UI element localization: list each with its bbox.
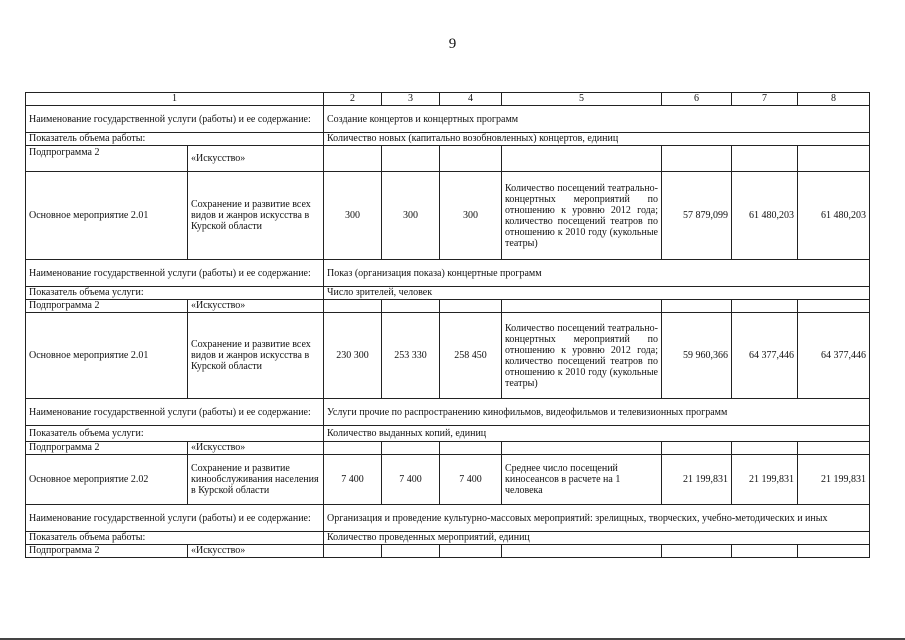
value-col-8: 64 377,446 (798, 313, 870, 399)
column-header-1: 1 (26, 93, 324, 106)
indicator-row (26, 532, 870, 545)
subprogram-row (26, 300, 870, 313)
column-header-8: 8 (798, 93, 870, 106)
subprogram-label: Подпрограмма 2 (26, 545, 188, 558)
value-col-3: 7 400 (382, 455, 440, 505)
service-name-row (26, 505, 870, 532)
activity-name: Основное мероприятие 2.02 (26, 455, 188, 505)
value-col-4: 300 (440, 172, 502, 260)
measure-text: Среднее число посещений киносеансов в расчете на 1 человека (502, 455, 662, 505)
value-col-2: 230 300 (324, 313, 382, 399)
value-col-8: 61 480,203 (798, 172, 870, 260)
column-header-5: 5 (502, 93, 662, 106)
activity-description: Сохранение и развитие кинообслуживания населения в Курской области (188, 455, 324, 505)
measure-text: Количество посещений театрально-концертных мероприятий по отношению к уровню 2012 года; количество посещений театров по отношению к 2010 году (кукольные театры) (502, 172, 662, 260)
indicator-value: Количество выданных копий, единиц (324, 426, 870, 442)
service-name-value: Показ (организация показа) концертные программ (324, 260, 870, 287)
indicator-value: Количество новых (капитально возобновленных) концертов, единиц (324, 133, 870, 146)
activity-description: Сохранение и развитие всех видов и жанров искусства в Курской области (188, 313, 324, 399)
indicator-row (26, 287, 870, 300)
subprogram-name: «Искусство» (188, 442, 324, 455)
indicator-label: Показатель объема работы: (26, 133, 324, 146)
activity-description: Сохранение и развитие всех видов и жанров искусства в Курской области (188, 172, 324, 260)
subprogram-row (26, 146, 870, 172)
subprogram-label: Подпрограмма 2 (26, 442, 188, 455)
value-col-2: 300 (324, 172, 382, 260)
value-col-4: 258 450 (440, 313, 502, 399)
value-col-6: 57 879,099 (662, 172, 732, 260)
subprogram-label: Подпрограмма 2 (26, 300, 188, 313)
value-col-7: 21 199,831 (732, 455, 798, 505)
service-name-label: Наименование государственной услуги (работы) и ее содержание: (26, 106, 324, 133)
value-col-6: 59 960,366 (662, 313, 732, 399)
column-header-2: 2 (324, 93, 382, 106)
subprogram-row (26, 442, 870, 455)
subprogram-label: Подпрограмма 2 (26, 146, 188, 172)
subprogram-name: «Искусство» (188, 300, 324, 313)
indicator-label: Показатель объема услуги: (26, 287, 324, 300)
activity-name: Основное мероприятие 2.01 (26, 313, 188, 399)
indicator-row (26, 133, 870, 146)
subprogram-name: «Искусство» (188, 545, 324, 558)
service-name-value: Организация и проведение культурно-массовых мероприятий: зрелищных, творческих, учебно-методических и иных (324, 505, 870, 532)
column-number-row (26, 93, 870, 106)
service-name-label: Наименование государственной услуги (работы) и ее содержание: (26, 260, 324, 287)
service-name-label: Наименование государственной услуги (работы) и ее содержание: (26, 505, 324, 532)
indicator-label: Показатель объема услуги: (26, 426, 324, 442)
service-name-value: Создание концертов и концертных программ (324, 106, 870, 133)
column-header-7: 7 (732, 93, 798, 106)
value-col-4: 7 400 (440, 455, 502, 505)
service-name-value: Услуги прочие по распространению кинофильмов, видеофильмов и телевизионных программ (324, 399, 870, 426)
service-name-row (26, 399, 870, 426)
value-col-3: 300 (382, 172, 440, 260)
value-col-7: 61 480,203 (732, 172, 798, 260)
column-header-4: 4 (440, 93, 502, 106)
activity-row (26, 455, 870, 505)
service-name-label: Наименование государственной услуги (работы) и ее содержание: (26, 399, 324, 426)
value-col-7: 64 377,446 (732, 313, 798, 399)
indicator-row (26, 426, 870, 442)
page-number: 9 (448, 36, 457, 52)
value-col-6: 21 199,831 (662, 455, 732, 505)
service-name-row (26, 106, 870, 133)
subprogram-name: «Искусство» (188, 146, 324, 172)
service-name-row (26, 260, 870, 287)
measure-text: Количество посещений театрально-концертных мероприятий по отношению к уровню 2012 года; количество посещений театров по отношению к 2010 году (кукольные театры) (502, 313, 662, 399)
subprogram-row (26, 545, 870, 558)
indicator-value: Количество проведенных мероприятий, единиц (324, 532, 870, 545)
indicator-value: Число зрителей, человек (324, 287, 870, 300)
value-col-8: 21 199,831 (798, 455, 870, 505)
indicator-label: Показатель объема работы: (26, 532, 324, 545)
services-table (25, 92, 870, 558)
activity-row (26, 172, 870, 260)
column-header-6: 6 (662, 93, 732, 106)
value-col-2: 7 400 (324, 455, 382, 505)
activity-row (26, 313, 870, 399)
value-col-3: 253 330 (382, 313, 440, 399)
column-header-3: 3 (382, 93, 440, 106)
activity-name: Основное мероприятие 2.01 (26, 172, 188, 260)
